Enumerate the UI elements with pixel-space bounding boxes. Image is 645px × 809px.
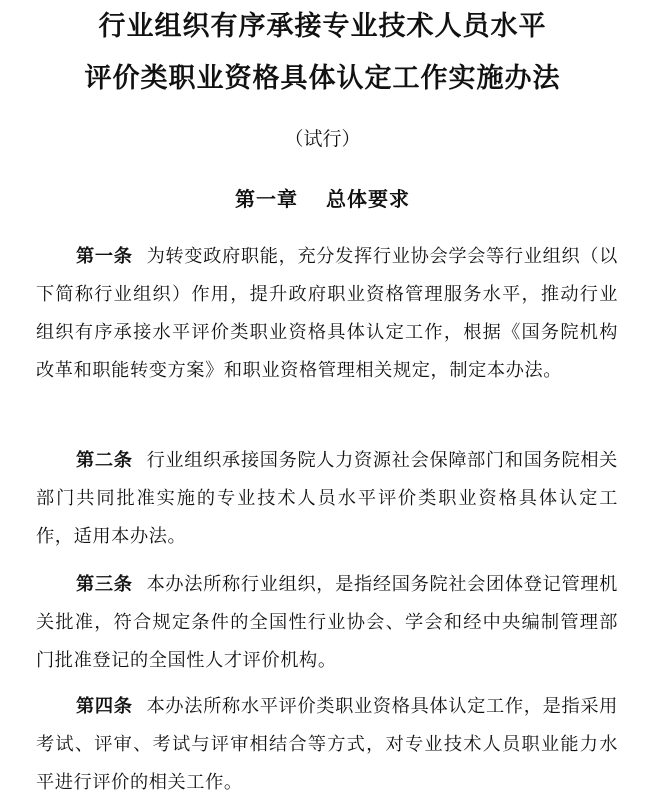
article-1 <box>36 238 618 390</box>
chapter-title: 总体要求 <box>326 187 410 211</box>
document-title-line-1: 行业组织有序承接专业技术人员水平 <box>98 11 547 42</box>
article-label: 第四条 <box>76 696 133 717</box>
article-label: 第一条 <box>76 246 133 267</box>
article-label: 第二条 <box>76 450 133 471</box>
article-text: 为转变政府职能，充分发挥行业协会学会等行业组织（以下简称行业组织）作用，提升政府职业资格管理服务水平，推动行业组织有序承接水平评价类职业资格具体认定工作，根据《国务院机构改革和职能转变方案》和职业资格管理相关规定，制定本办法。 <box>36 246 618 381</box>
article-label: 第三条 <box>76 574 133 595</box>
article-text: 行业组织承接国务院人力资源社会保障部门和国务院相关部门共同批准实施的专业技术人员水平评价类职业资格具体认定工作，适用本办法。 <box>36 450 618 547</box>
article-3 <box>36 566 618 680</box>
article-text: 本办法所称水平评价类职业资格具体认定工作，是指采用考试、评审、考试与评审相结合等方式，对专业技术人员职业能力水平进行评价的相关工作。 <box>36 696 618 793</box>
document-title-line-2: 评价类职业资格具体认定工作实施办法 <box>84 63 561 94</box>
chapter-heading <box>0 186 645 212</box>
article-text: 本办法所称行业组织，是指经国务院社会团体登记管理机关批准，符合规定条件的全国性行业协会、学会和经中央编制管理部门批准登记的全国性人才评价机构。 <box>36 574 618 671</box>
article-2 <box>36 442 618 556</box>
chapter-number: 第一章 <box>235 187 298 211</box>
article-4 <box>36 688 618 802</box>
document-subtitle: （试行） <box>284 128 361 150</box>
